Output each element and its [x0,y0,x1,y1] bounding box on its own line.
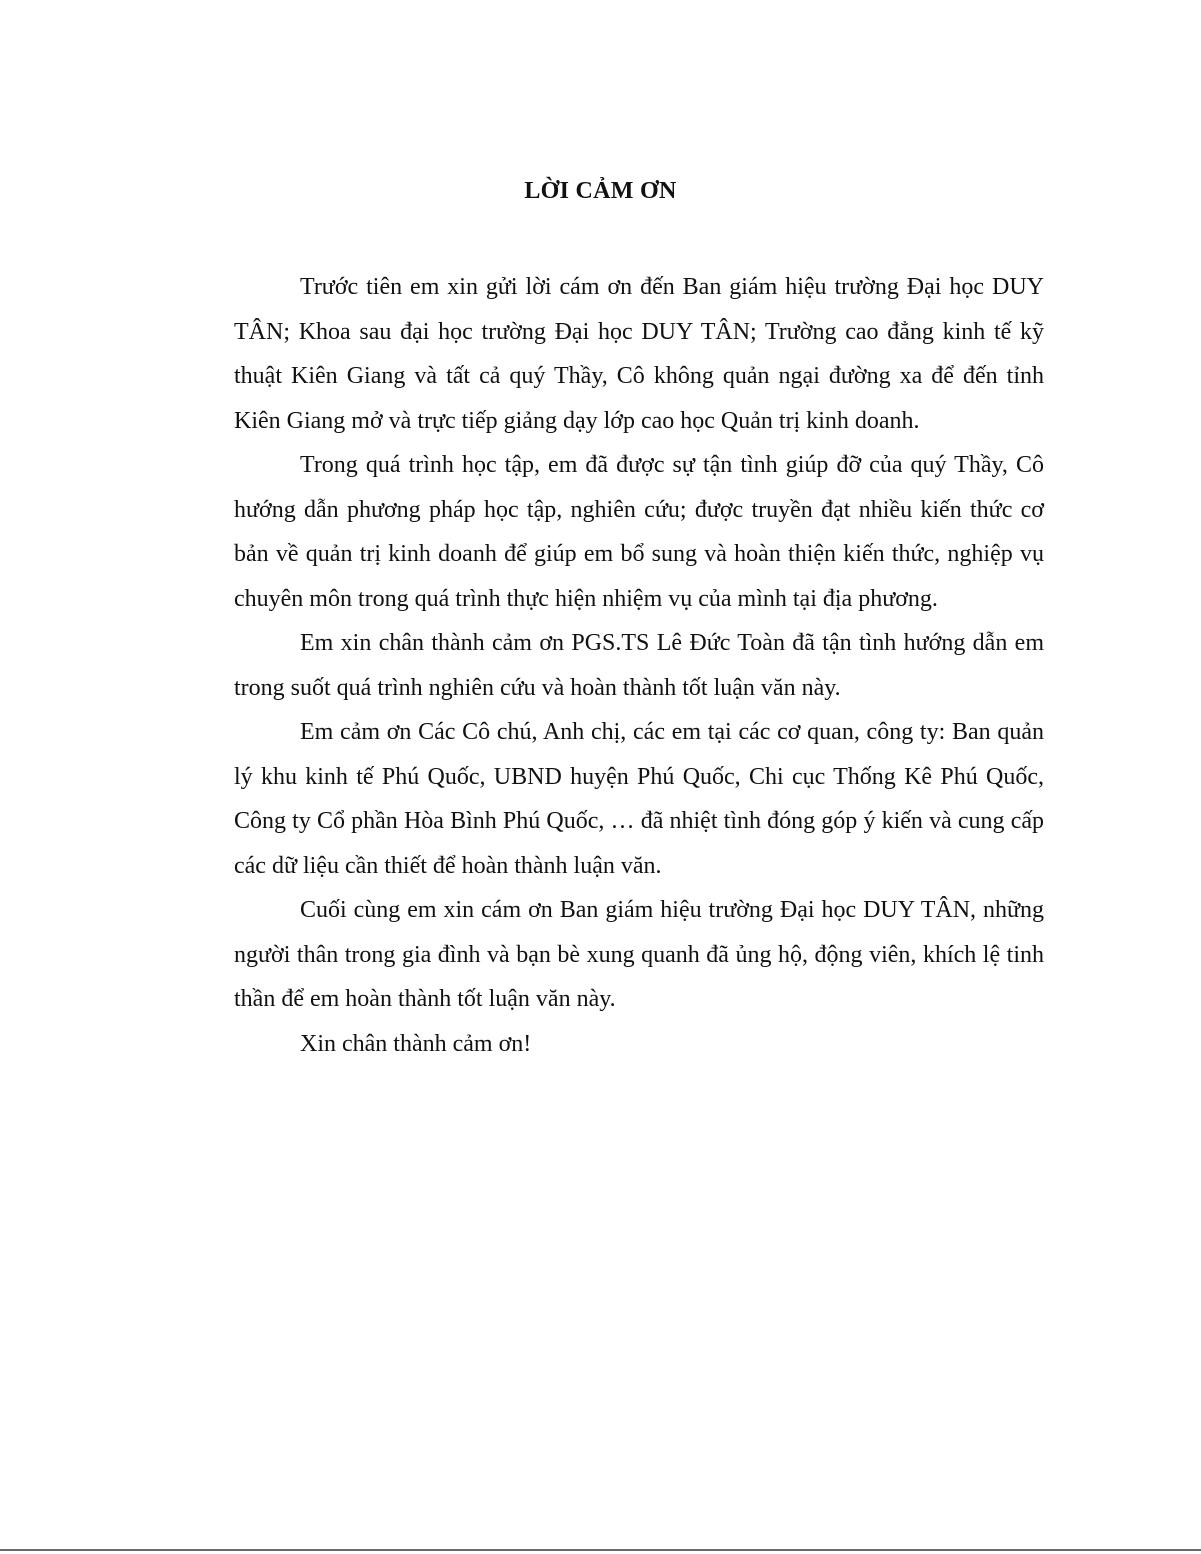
body-text [234,265,1044,1066]
paragraph-6: Xin chân thành cảm ơn! [300,1030,532,1057]
paragraph-2: Trong quá trình học tập, em đã được sự tận tình giúp đỡ của quý Thầy, Cô hướng dẫn phương pháp học tập, nghiên cứu; được truyền đạt nhiều kiến thức cơ bản về quản trị kinh doanh để giúp em bổ sung và hoàn thiện kiến thức, nghiệp vụ chuyên môn trong quá trình thực hiện nhiệm vụ của mình tại địa phương. [234,452,1044,612]
page-title: LỜI CẢM ƠN [524,178,677,204]
paragraph-3: Em xin chân thành cảm ơn PGS.TS Lê Đức Toàn đã tận tình hướng dẫn em trong suốt quá trình nghiên cứu và hoàn thành tốt luận văn này. [234,630,1044,701]
page-bottom-rule [0,1549,1201,1551]
paragraph-5: Cuối cùng em xin cám ơn Ban giám hiệu trường Đại học DUY TÂN, những người thân trong gia đình và bạn bè xung quanh đã ủng hộ, động viên, khích lệ tinh thần để em hoàn thành tốt luận văn này. [234,897,1044,1012]
paragraph-1: Trước tiên em xin gửi lời cám ơn đến Ban giám hiệu trường Đại học DUY TÂN; Khoa sau đại học trường Đại học DUY TÂN; Trường cao đẳng kinh tế kỹ thuật Kiên Giang và tất cả quý Thầy, Cô không quản ngại đường xa để đến tỉnh Kiên Giang mở và trực tiếp giảng dạy lớp cao học Quản trị kinh doanh. [234,274,1044,434]
paragraph-4: Em cảm ơn Các Cô chú, Anh chị, các em tại các cơ quan, công ty: Ban quản lý khu kinh tế Phú Quốc, UBND huyện Phú Quốc, Chi cục Thống Kê Phú Quốc, Công ty Cổ phần Hòa Bình Phú Quốc, … đã nhiệt tình đóng góp ý kiến và cung cấp các dữ liệu cần thiết để hoàn thành luận văn. [234,719,1044,879]
